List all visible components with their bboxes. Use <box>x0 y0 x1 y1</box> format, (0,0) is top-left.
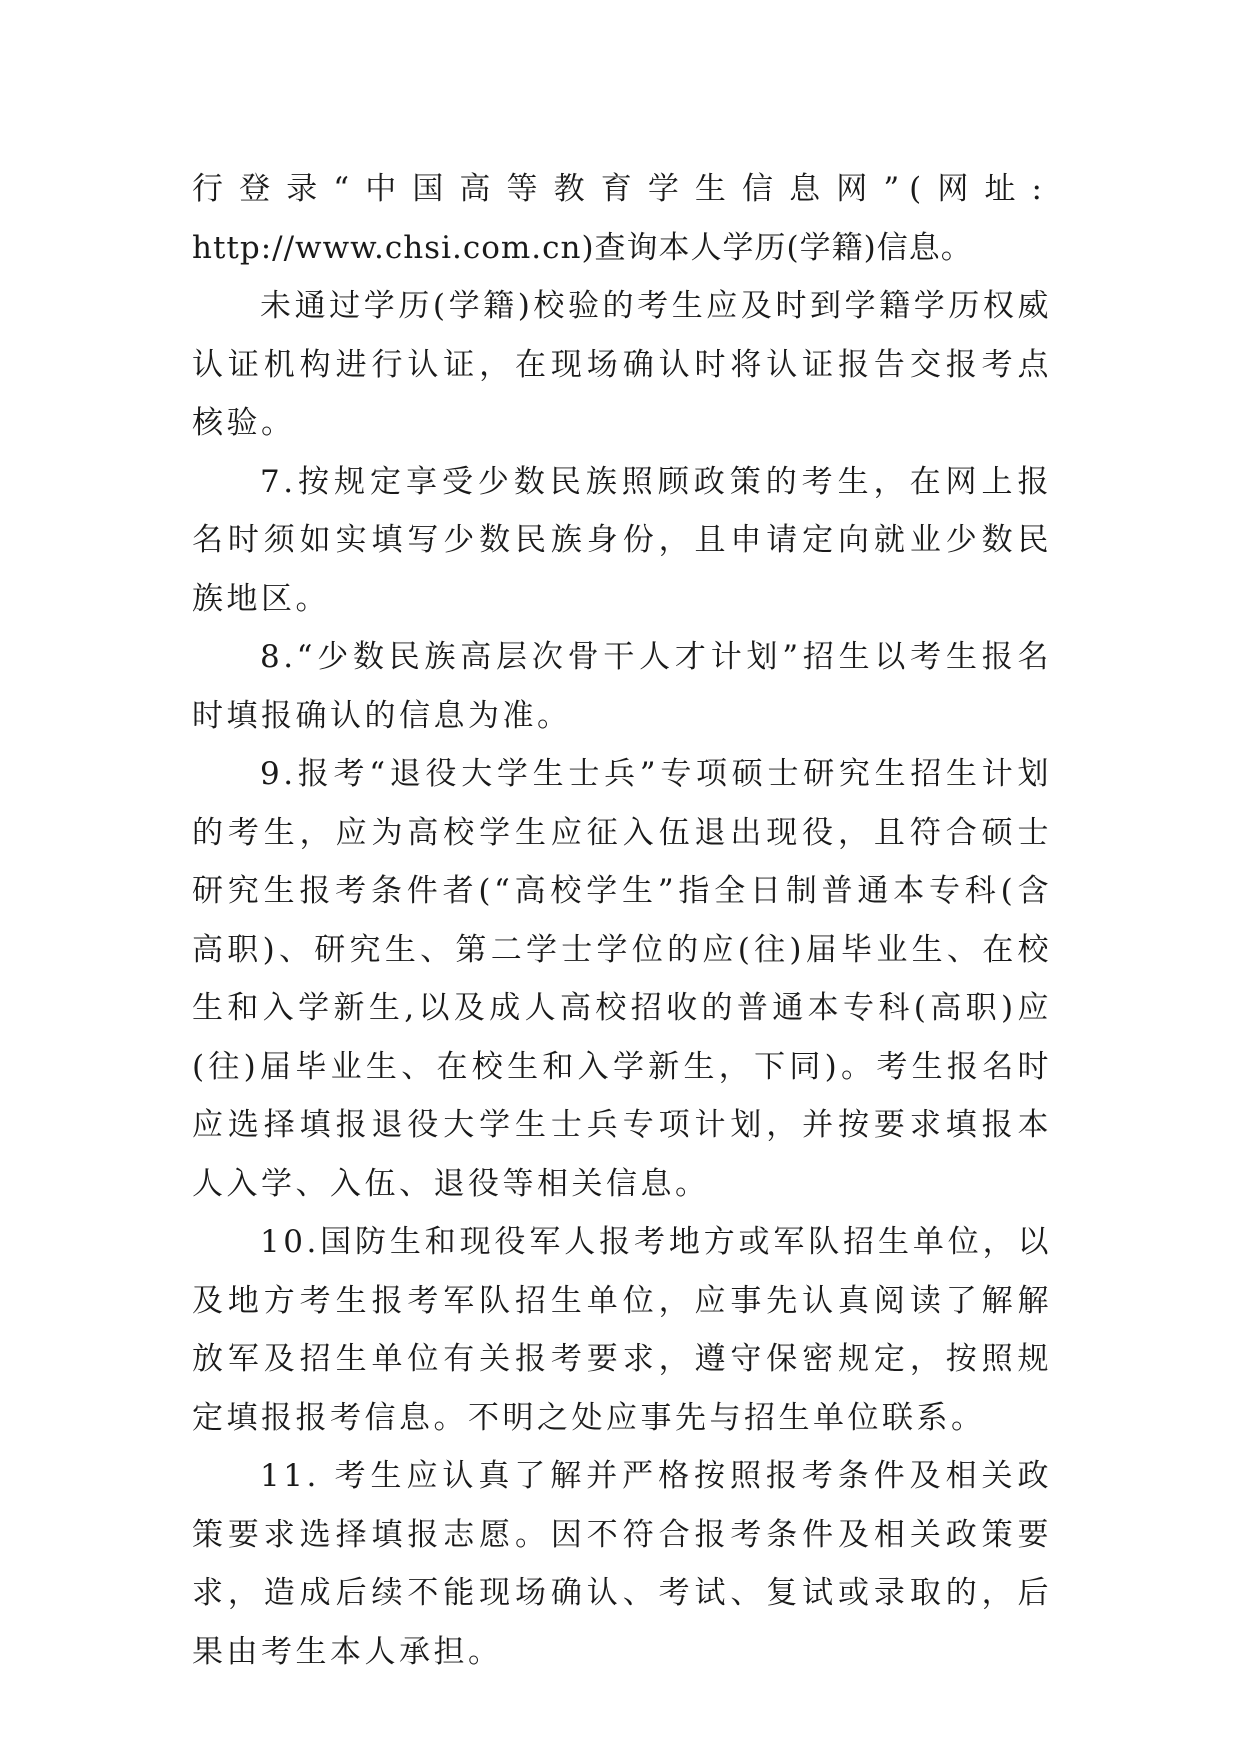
paragraph-url-line-2: http://www.chsi.com.cn)查询本人学历(学籍)信息。 <box>192 229 973 266</box>
paragraph-item-10: 10.国防生和现役军人报考地方或军队招生单位，以及地方考生报考军队招生单位，应事先认真阅读了解解放军及招生单位有关报考要求，遵守保密规定，按照规定填报报考信息。不明之处应事先与招生单位联系。 <box>192 1224 1052 1436</box>
paragraph-item-8: 8.“少数民族高层次骨干人才计划”招生以考生报名时填报确认的信息为准。 <box>192 639 1052 734</box>
document-body <box>192 160 1052 1681</box>
paragraph-url-line-1: 行登录“中国高等教育学生信息网”(网址: <box>192 171 1052 207</box>
paragraph-item-7: 7.按规定享受少数民族照顾政策的考生，在网上报名时须如实填写少数民族身份，且申请定向就业少数民族地区。 <box>192 463 1052 617</box>
paragraph-item-11: 11. 考生应认真了解并严格按照报考条件及相关政策要求选择填报志愿。因不符合报考条件及相关政策要求，造成后续不能现场确认、考试、复试或录取的，后果由考生本人承担。 <box>192 1458 1052 1670</box>
paragraph-item-9: 9.报考“退役大学生士兵”专项硕士研究生招生计划的考生，应为高校学生应征入伍退出现役，且符合硕士研究生报考条件者(“高校学生”指全日制普通本专科(含高职)、研究生、第二学士学位的应(往)届毕业生、在校生和入学新生,以及成人高校招收的普通本专科(高职)应(往)届毕业生、在校生和入学新生，下同)。考生报名时应选择填报退役大学生士兵专项计划，并按要求填报本人入学、入伍、退役等相关信息。 <box>192 756 1052 1202</box>
paragraph-unverified-students: 未通过学历(学籍)校验的考生应及时到学籍学历权威认证机构进行认证，在现场确认时将认证报告交报考点核验。 <box>192 288 1052 441</box>
